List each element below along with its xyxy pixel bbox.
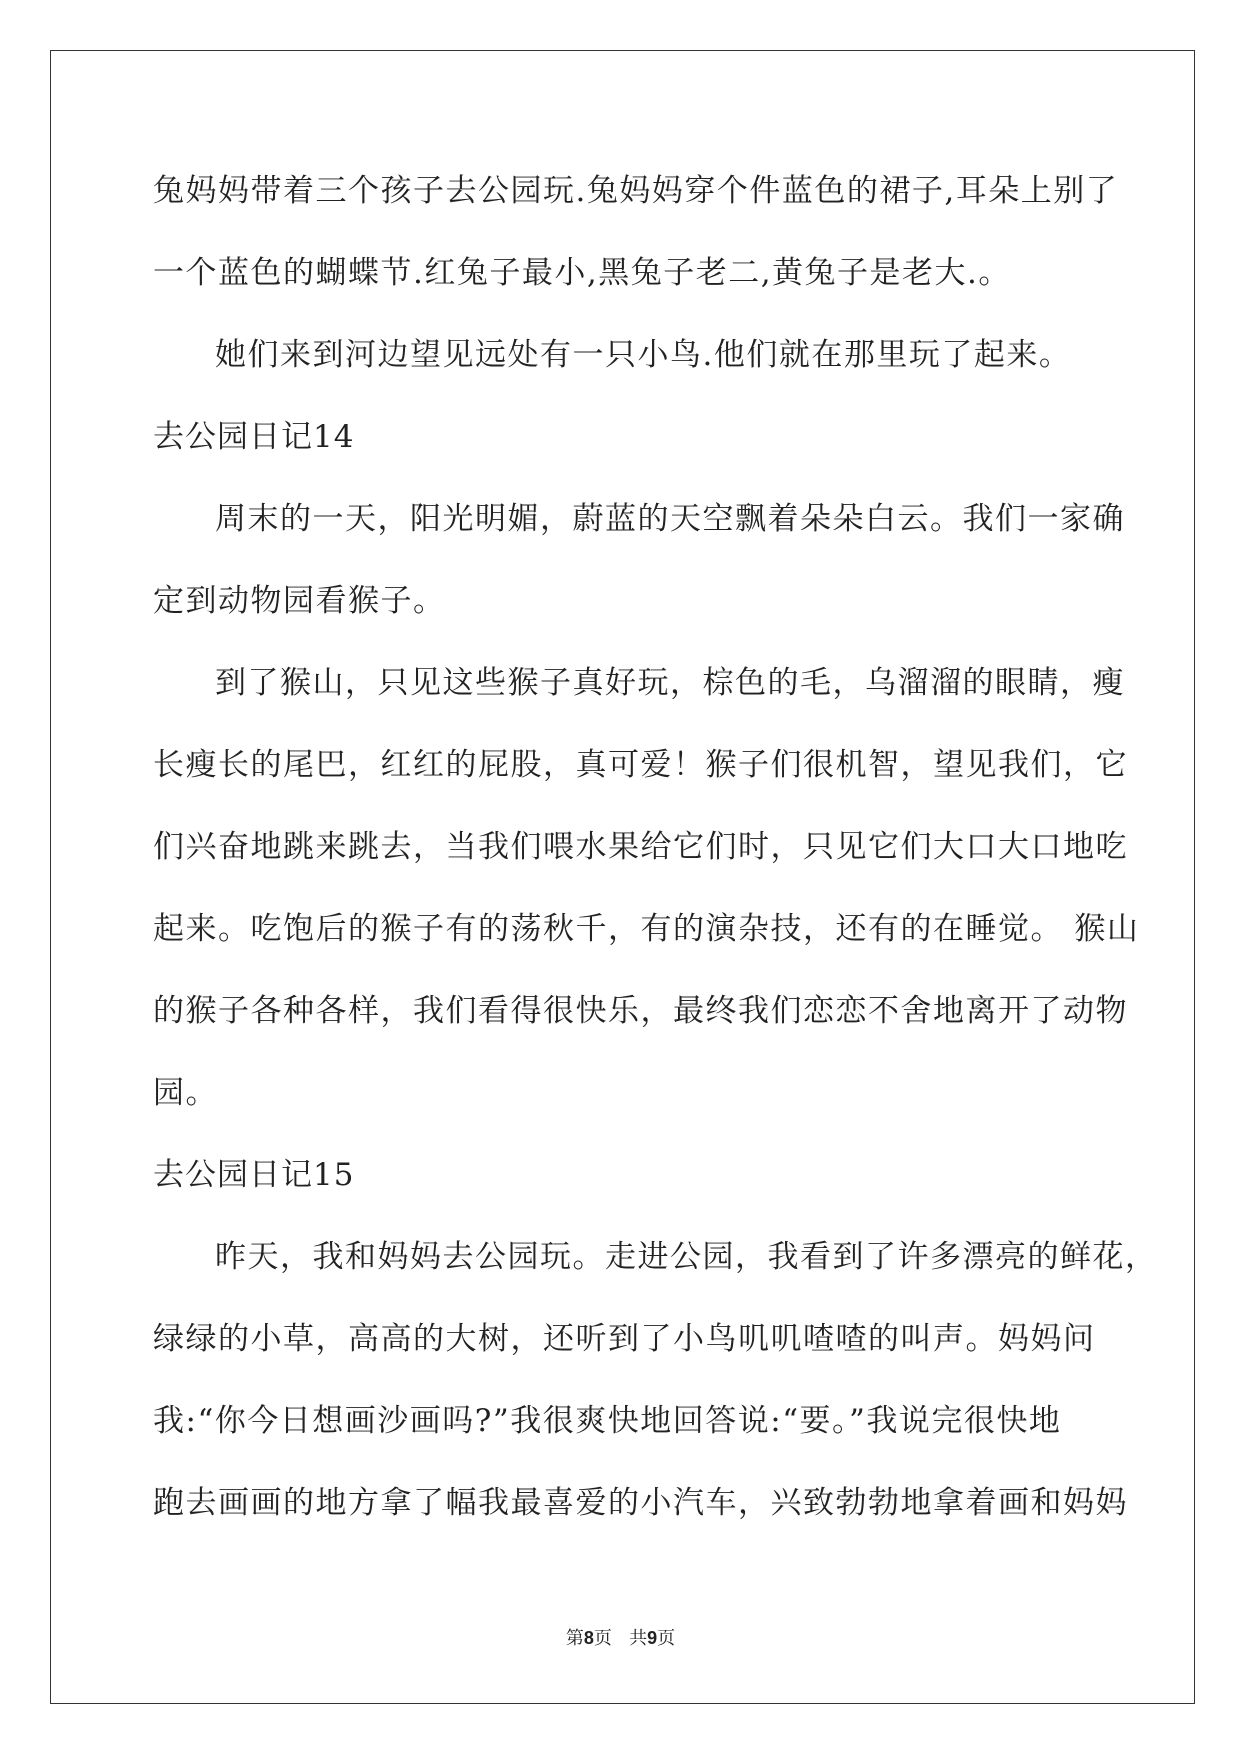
text-line: 的猴子各种各样，我们看得很快乐，最终我们恋恋不舍地离开了动物 — [153, 993, 1128, 1029]
text-line: 我:“你今日想画沙画吗?”我很爽快地回答说:“要。”我说完很快地 — [153, 1403, 1062, 1439]
text-line: 定到动物园看猴子。 — [153, 583, 446, 619]
page-footer — [0, 1624, 1241, 1650]
section-heading: 去公园日记14 — [153, 419, 355, 455]
section-heading: 去公园日记15 — [153, 1157, 355, 1193]
text-line: 们兴奋地跳来跳去，当我们喂水果给它们时，只见它们大口大口地吃 — [153, 829, 1128, 865]
text-line: 绿绿的小草，高高的大树，还听到了小鸟叽叽喳喳的叫声。妈妈问 — [153, 1321, 1096, 1357]
text-line: 一个蓝色的蝴蝶节.红兔子最小,黑兔子老二,黄兔子是老大.。 — [153, 255, 1011, 291]
document-body — [153, 150, 1158, 1544]
paragraph-start: 周末的一天，阳光明媚，蔚蓝的天空飘着朵朵白云。我们一家确 — [215, 501, 1125, 537]
paragraph-start: 她们来到河边望见远处有一只小鸟.他们就在那里玩了起来。 — [215, 337, 1072, 373]
text-line: 兔妈妈带着三个孩子去公园玩.兔妈妈穿个件蓝色的裙子,耳朵上别了 — [153, 173, 1119, 209]
paragraph-start: 到了猴山，只见这些猴子真好玩，棕色的毛，乌溜溜的眼睛，瘦 — [215, 665, 1125, 701]
total-pages-suffix: 页 — [657, 1628, 676, 1649]
page-number-suffix: 页 — [593, 1628, 612, 1649]
text-line: 跑去画画的地方拿了幅我最喜爱的小汽车，兴致勃勃地拿着画和妈妈 — [153, 1485, 1128, 1521]
paragraph-start: 昨天，我和妈妈去公园玩。走进公园，我看到了许多漂亮的鲜花， — [215, 1239, 1158, 1275]
text-line: 园。 — [153, 1075, 218, 1111]
page-number-prefix: 第 — [565, 1628, 584, 1649]
total-pages-prefix: 共 — [629, 1628, 648, 1649]
text-line: 长瘦长的尾巴，红红的屁股，真可爱！猴子们很机智，望见我们，它 — [153, 747, 1128, 783]
text-line: 起来。吃饱后的猴子有的荡秋千，有的演杂技，还有的在睡觉。 猴山 — [153, 911, 1140, 947]
current-page-number: 8 — [583, 1628, 594, 1648]
total-pages-number: 9 — [647, 1628, 658, 1648]
